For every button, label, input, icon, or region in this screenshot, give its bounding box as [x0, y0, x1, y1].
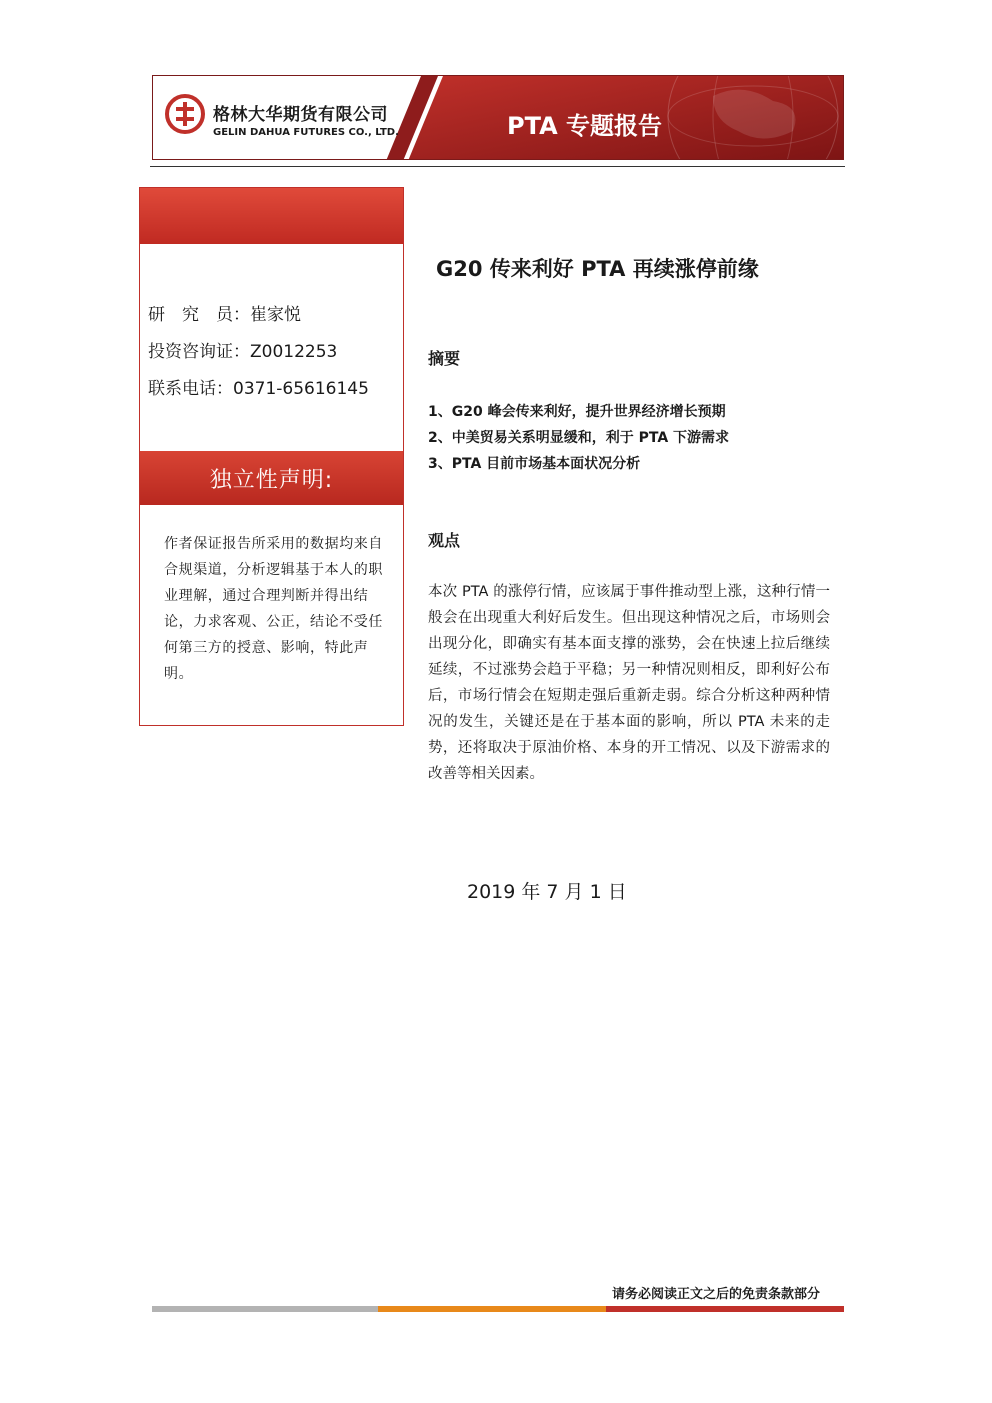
- contact-phone: 联系电话：0371-65616145: [148, 379, 369, 399]
- researcher-name: 研 究 员：崔家悦: [148, 305, 301, 325]
- viewpoint-text: 本次 PTA 的涨停行情，应该属于事件推动型上涨，这种行情一般会在出现重大利好后发生。但出现这种情况之后，市场则会出现分化，即确实有基本面支撑的涨势，会在快速上拉后继续延续，不过涨势会趋于平稳；另一种情况则相反，即利好公布后，市场行情会在短期走强后重新走弱。综合分析这种两种情况的发生，关键还是在于基本面的影响，所以 PTA 未来的走势，还将取决于原油价格、本身的开工情况、以及下游需求的改善等相关因素。: [428, 584, 830, 782]
- footer-bar-gray: [152, 1306, 378, 1312]
- footer-bar-orange: [378, 1306, 606, 1312]
- summary-item: 2、中美贸易关系明显缓和，利于 PTA 下游需求: [428, 430, 730, 446]
- header-divider: [150, 166, 845, 167]
- statement-text: 作者保证报告所采用的数据均来自合规渠道，分析逻辑基于本人的职业理解，通过合理判断并得出结论，力求客观、公正，结论不受任何第三方的授意、影响，特此声明。: [164, 536, 383, 682]
- report-type-label: PTA 专题报告: [507, 112, 663, 140]
- statement-banner: [140, 451, 403, 505]
- gelin-dahua-logo-icon: [165, 94, 205, 134]
- footer-bar-red: [606, 1306, 844, 1312]
- summary-heading: 摘要: [428, 349, 461, 368]
- author-sidebar: [139, 187, 404, 726]
- report-title: G20 传来利好 PTA 再续涨停前缘: [436, 257, 759, 281]
- report-header: [152, 75, 844, 160]
- license-number: 投资咨询证：Z0012253: [148, 342, 338, 362]
- report-date: 2019 年 7 月 1 日: [467, 881, 627, 903]
- viewpoint-heading: 观点: [428, 531, 461, 550]
- disclaimer-note: 请务必阅读正文之后的免责条款部分: [612, 1287, 821, 1302]
- summary-item: 1、G20 峰会传来利好，提升世界经济增长预期: [428, 404, 726, 420]
- company-name-en: GELIN DAHUA FUTURES CO., LTD.: [213, 127, 399, 138]
- company-name-cn: 格林大华期货有限公司: [213, 105, 388, 125]
- summary-list: [428, 399, 729, 477]
- statement-title: 独立性声明:: [209, 468, 334, 493]
- sidebar-top-banner: [140, 188, 403, 244]
- summary-item: 3、PTA 目前市场基本面状况分析: [428, 456, 641, 472]
